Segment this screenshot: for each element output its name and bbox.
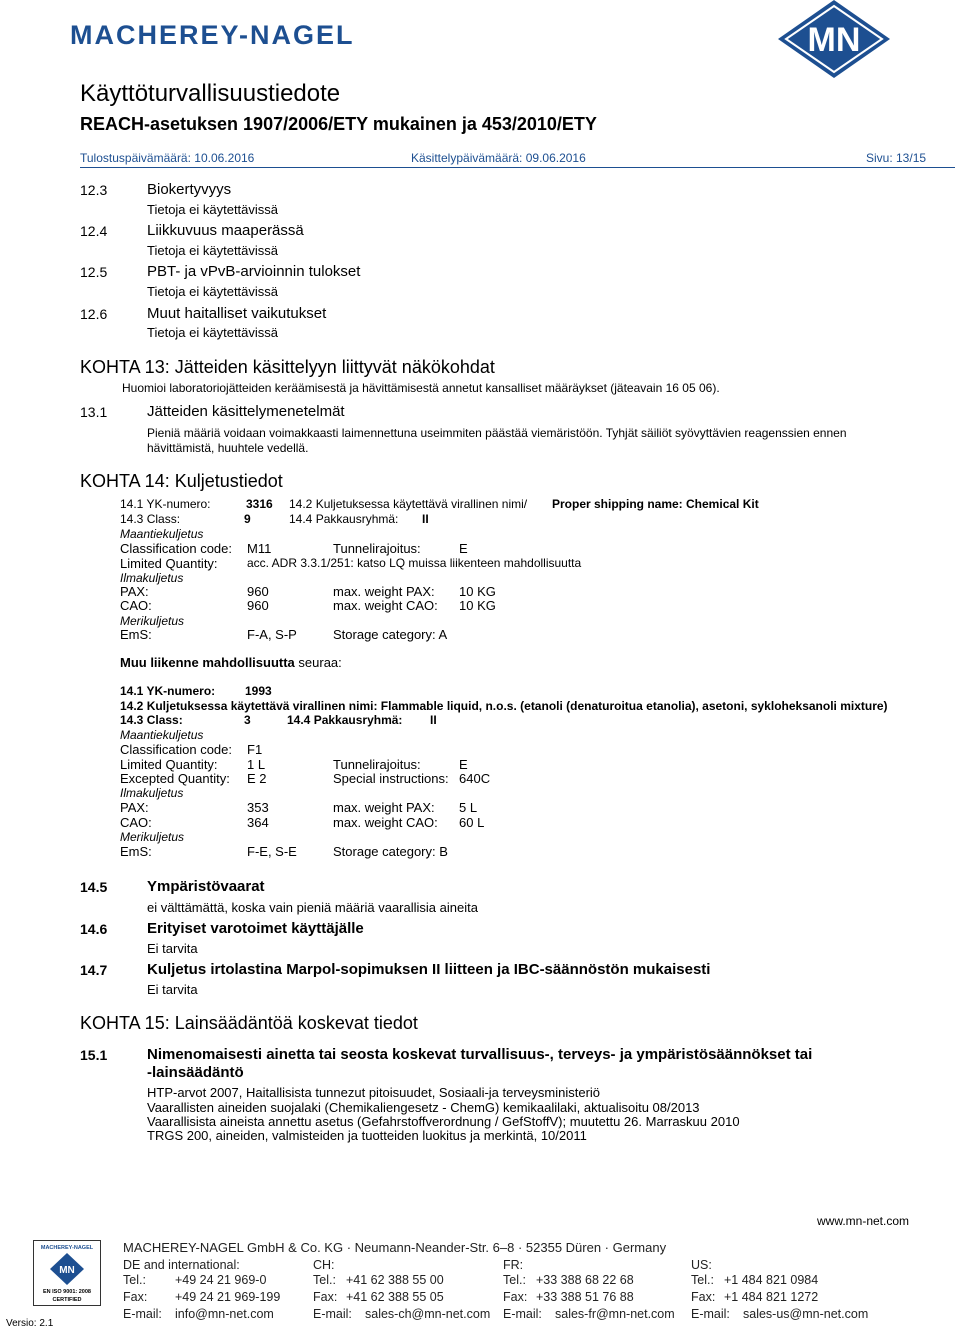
b2-pax-value: 353: [247, 800, 269, 815]
s14-7-num: 14.7: [80, 962, 108, 978]
b2-eq-value: E 2: [247, 771, 267, 786]
b1-pg-label: 14.4 Pakkausryhmä:: [289, 512, 399, 526]
handling-date: Käsittelypäivämäärä: 09.06.2016: [411, 151, 586, 165]
b1-sea: Merikuljetus: [120, 614, 185, 628]
b1-ems-value: F-A, S-P: [247, 627, 297, 642]
fc-de-tel-label: Tel.:: [123, 1273, 146, 1287]
fc-fr-mail-label: E-mail:: [503, 1307, 542, 1321]
b1-lq-label: Limited Quantity:: [120, 556, 218, 571]
fc-fr-tel-label: Tel.:: [503, 1273, 526, 1287]
fc-ch-fax: +41 62 388 55 05: [346, 1290, 444, 1304]
fc-us-tel-label: Tel.:: [691, 1273, 714, 1287]
s15-line-2: Vaarallisten aineiden suojalaki (Chemikaliengesetz - ChemG) kemikaalilaki, aktualisoitu 08/2013: [147, 1100, 700, 1115]
b1-air: Ilmakuljetus: [120, 571, 184, 585]
b2-cc-value: F1: [247, 742, 263, 757]
b1-pax-value: 960: [247, 584, 269, 599]
s14-5-text: ei välttämättä, koska vain pieniä määriä vaarallisia aineita: [147, 900, 478, 915]
section-14-heading: KOHTA 14: Kuljetustiedot: [80, 471, 283, 491]
b1-tunnel-label: Tunnelirajoitus:: [333, 541, 421, 556]
footer-company: MACHEREY-NAGEL GmbH & Co. KG · Neumann-Neander-Str. 6–8 · 52355 Düren · Germany: [123, 1240, 667, 1255]
fc-ch-mail[interactable]: sales-ch@mn-net.com: [365, 1307, 491, 1321]
b2-paxw-label: max. weight PAX:: [333, 800, 435, 815]
s14-5-num: 14.5: [80, 879, 108, 895]
page-number: Sivu: 13/15: [866, 151, 927, 165]
fc-us-tel: +1 484 821 0984: [724, 1273, 819, 1287]
fc-fr-fax-label: Fax:: [503, 1290, 528, 1304]
fc-fr-tel: +33 388 68 22 68: [536, 1273, 634, 1287]
b1-caow-value: 10 KG: [459, 598, 496, 613]
fc-de-mail-label: E-mail:: [123, 1307, 162, 1321]
b2-sea: Merikuljetus: [120, 830, 185, 844]
b2-si-value: 640C: [459, 771, 491, 786]
b2-un-label: 14.1 YK-numero:: [120, 684, 216, 698]
fc-us-mail[interactable]: sales-us@mn-net.com: [743, 1307, 869, 1321]
fc-ch-mail-label: E-mail:: [313, 1307, 352, 1321]
b2-caow-value: 60 L: [459, 815, 485, 830]
s14-6-title: Erityiset varotoimet käyttäjälle: [147, 920, 364, 937]
b1-pg-value: II: [422, 512, 429, 526]
b2-lq-label: Limited Quantity:: [120, 757, 218, 772]
b2-caow-label: max. weight CAO:: [333, 815, 438, 830]
s13-1-text2: hävittämistä, huuhtele vedellä.: [147, 441, 309, 455]
b1-ems-label: EmS:: [120, 627, 152, 642]
b1-cc-value: M11: [247, 541, 272, 556]
other-transport-bold: Muu liikenne mahdollisuutta: [120, 655, 295, 670]
s12-3-text: Tietoja ei käytettävissä: [147, 202, 279, 217]
section-13-heading: KOHTA 13: Jätteiden käsittelyyn liittyvät näkökohdat: [80, 357, 495, 377]
cert-iso: EN ISO 9001: 2008: [42, 1289, 92, 1295]
mn-logo: [778, 0, 890, 78]
s12-3-num: 12.3: [80, 182, 108, 198]
fc-de-fax: +49 24 21 969-199: [175, 1290, 281, 1304]
b2-tunnel-value: E: [459, 757, 468, 772]
b1-lq-value: acc. ADR 3.3.1/251: katso LQ muissa liikenteen mahdollisuutta: [247, 556, 582, 570]
fc-fr-fax: +33 388 51 76 88: [536, 1290, 634, 1304]
certification-badge: [33, 1240, 101, 1306]
s12-4-text: Tietoja ei käytettävissä: [147, 243, 279, 258]
b2-road: Maantiekuljetus: [120, 728, 204, 742]
other-transport: [120, 655, 342, 670]
s14-5-title: Ympäristövaarat: [147, 878, 265, 895]
header-divider: [80, 167, 955, 168]
s14-6-num: 14.6: [80, 921, 108, 937]
b1-cao-value: 960: [247, 598, 269, 613]
section-15-heading: KOHTA 15: Lainsäädäntöä koskevat tiedot: [80, 1013, 418, 1033]
b1-pax-label: PAX:: [120, 584, 149, 599]
s12-5-text: Tietoja ei käytettävissä: [147, 284, 279, 299]
s14-7-text: Ei tarvita: [147, 982, 198, 997]
s15-1-title-1: Nimenomaisesti ainetta tai seosta koskevat turvallisuus-, terveys- ja ympäristösäännökset tai: [147, 1046, 813, 1063]
s15-line-1: HTP-arvot 2007, Haitallisista tunnezut pitoisuudet, Sosiaali-ja terveysministeriö: [147, 1085, 601, 1100]
other-transport-rest: seuraa:: [294, 655, 342, 670]
b2-si-label: Special instructions:: [333, 771, 449, 786]
s12-4-num: 12.4: [80, 223, 108, 239]
b1-class-label: 14.3 Class:: [120, 512, 181, 526]
b1-caow-label: max. weight CAO:: [333, 598, 438, 613]
s12-6-text: Tietoja ei käytettävissä: [147, 325, 279, 340]
fc-ch-region: CH:: [313, 1258, 335, 1272]
fc-fr-region: FR:: [503, 1258, 524, 1272]
b2-class-label: 14.3 Class:: [120, 713, 183, 727]
b1-class-value: 9: [244, 512, 251, 526]
b2-cao-value: 364: [247, 815, 269, 830]
b1-tunnel-value: E: [459, 541, 468, 556]
s13-1-title: Jätteiden käsittelymenetelmät: [147, 403, 345, 420]
b2-storage: Storage category: B: [333, 844, 448, 859]
s15-1-title-2: -lainsäädäntö: [147, 1064, 244, 1081]
b1-cao-label: CAO:: [120, 598, 152, 613]
s13-1-num: 13.1: [80, 404, 108, 420]
b1-paxw-value: 10 KG: [459, 584, 496, 599]
s12-5-num: 12.5: [80, 264, 108, 280]
version: Versio: 2.1: [6, 1318, 54, 1329]
b1-paxw-label: max. weight PAX:: [333, 584, 435, 599]
s12-5-title: PBT- ja vPvB-arvioinnin tulokset: [147, 263, 361, 280]
brand-name: MACHEREY-NAGEL: [70, 20, 355, 50]
s15-line-3: Vaarallisista aineista annettu asetus (Gefahrstoffverordnung / GefStoffV); muutettu 26. Marraskuu 2010: [147, 1114, 740, 1129]
fc-de-fax-label: Fax:: [123, 1290, 148, 1304]
b2-pax-label: PAX:: [120, 800, 149, 815]
s15-line-4: TRGS 200, aineiden, valmisteiden ja tuotteiden luokitus ja merkintä, 10/2011: [147, 1128, 587, 1143]
b2-cao-label: CAO:: [120, 815, 152, 830]
b2-pg-value: II: [430, 713, 437, 727]
fc-us-fax-label: Fax:: [691, 1290, 716, 1304]
cert-brand: MACHEREY-NAGEL: [40, 1245, 94, 1251]
s12-3-title: Biokertyvyys: [147, 181, 232, 198]
b2-name-line: 14.2 Kuljetuksessa käytettävä virallinen nimi: Flammable liquid, n.o.s. (etanoli (denaturoitua etanolia), asetoni, sykloheksanoli mixture): [120, 699, 888, 713]
b2-air: Ilmakuljetus: [120, 786, 184, 800]
b2-ems-label: EmS:: [120, 844, 152, 859]
document-title: Käyttöturvallisuustiedote: [80, 80, 341, 107]
s12-6-title: Muut haitalliset vaikutukset: [147, 305, 327, 322]
b2-paxw-value: 5 L: [459, 800, 478, 815]
b2-pg-label: 14.4 Pakkausryhmä:: [287, 713, 403, 727]
document-subtitle: REACH-asetuksen 1907/2006/ETY mukainen ja 453/2010/ETY: [80, 114, 597, 134]
b2-un-value: 1993: [245, 684, 272, 698]
fc-us-fax: +1 484 821 1272: [724, 1290, 819, 1304]
s13-1-text1: Pieniä määriä voidaan voimakkaasti laimennettuna useimmiten päästää viemäristöön. Tyhjät säiliöt syövyttävien reagenssien ennen: [147, 426, 847, 440]
footer-url[interactable]: www.mn-net.com: [817, 1214, 910, 1228]
s13-note: Huomioi laboratoriojätteiden keräämisestä ja hävittämisestä annetut kansalliset määräykset (jäteavain 16 05 06).: [122, 381, 720, 395]
fc-us-mail-label: E-mail:: [691, 1307, 730, 1321]
b2-eq-label: Excepted Quantity:: [120, 771, 230, 786]
fc-de-region: DE and international:: [123, 1258, 240, 1272]
b2-ems-value: F-E, S-E: [247, 844, 297, 859]
s12-6-num: 12.6: [80, 306, 108, 322]
fc-us-region: US:: [691, 1258, 712, 1272]
fc-de-tel: +49 24 21 969-0: [175, 1273, 267, 1287]
cert-logo-text: MN: [59, 1265, 75, 1276]
b1-cc-label: Classification code:: [120, 541, 232, 556]
fc-ch-tel: +41 62 388 55 00: [346, 1273, 444, 1287]
fc-ch-fax-label: Fax:: [313, 1290, 338, 1304]
fc-fr-mail[interactable]: sales-fr@mn-net.com: [555, 1307, 675, 1321]
b1-name-label: 14.2 Kuljetuksessa käytettävä virallinen nimi/: [289, 497, 528, 511]
b1-name-value: Proper shipping name: Chemical Kit: [552, 497, 759, 511]
b2-tunnel-label: Tunnelirajoitus:: [333, 757, 421, 772]
b2-lq-value: 1 L: [247, 757, 266, 772]
s14-6-text: Ei tarvita: [147, 941, 198, 956]
print-date: Tulostuspäivämäärä: 10.06.2016: [80, 151, 255, 165]
s12-4-title: Liikkuvuus maaperässä: [147, 222, 304, 239]
b1-un-label: 14.1 YK-numero:: [120, 497, 211, 511]
b1-un-value: 3316: [246, 497, 273, 511]
b1-road: Maantiekuljetus: [120, 527, 204, 541]
s14-7-title: Kuljetus irtolastina Marpol-sopimuksen II liitteen ja IBC-säännöstön mukaisesti: [147, 961, 711, 978]
b1-storage: Storage category: A: [333, 627, 448, 642]
mn-logo-text: MN: [807, 21, 861, 59]
cert-certified: CERTIFIED: [52, 1297, 82, 1303]
s15-1-num: 15.1: [80, 1047, 108, 1063]
fc-de-mail[interactable]: info@mn-net.com: [175, 1307, 274, 1321]
b2-cc-label: Classification code:: [120, 742, 232, 757]
fc-ch-tel-label: Tel.:: [313, 1273, 336, 1287]
b2-class-value: 3: [244, 713, 251, 727]
